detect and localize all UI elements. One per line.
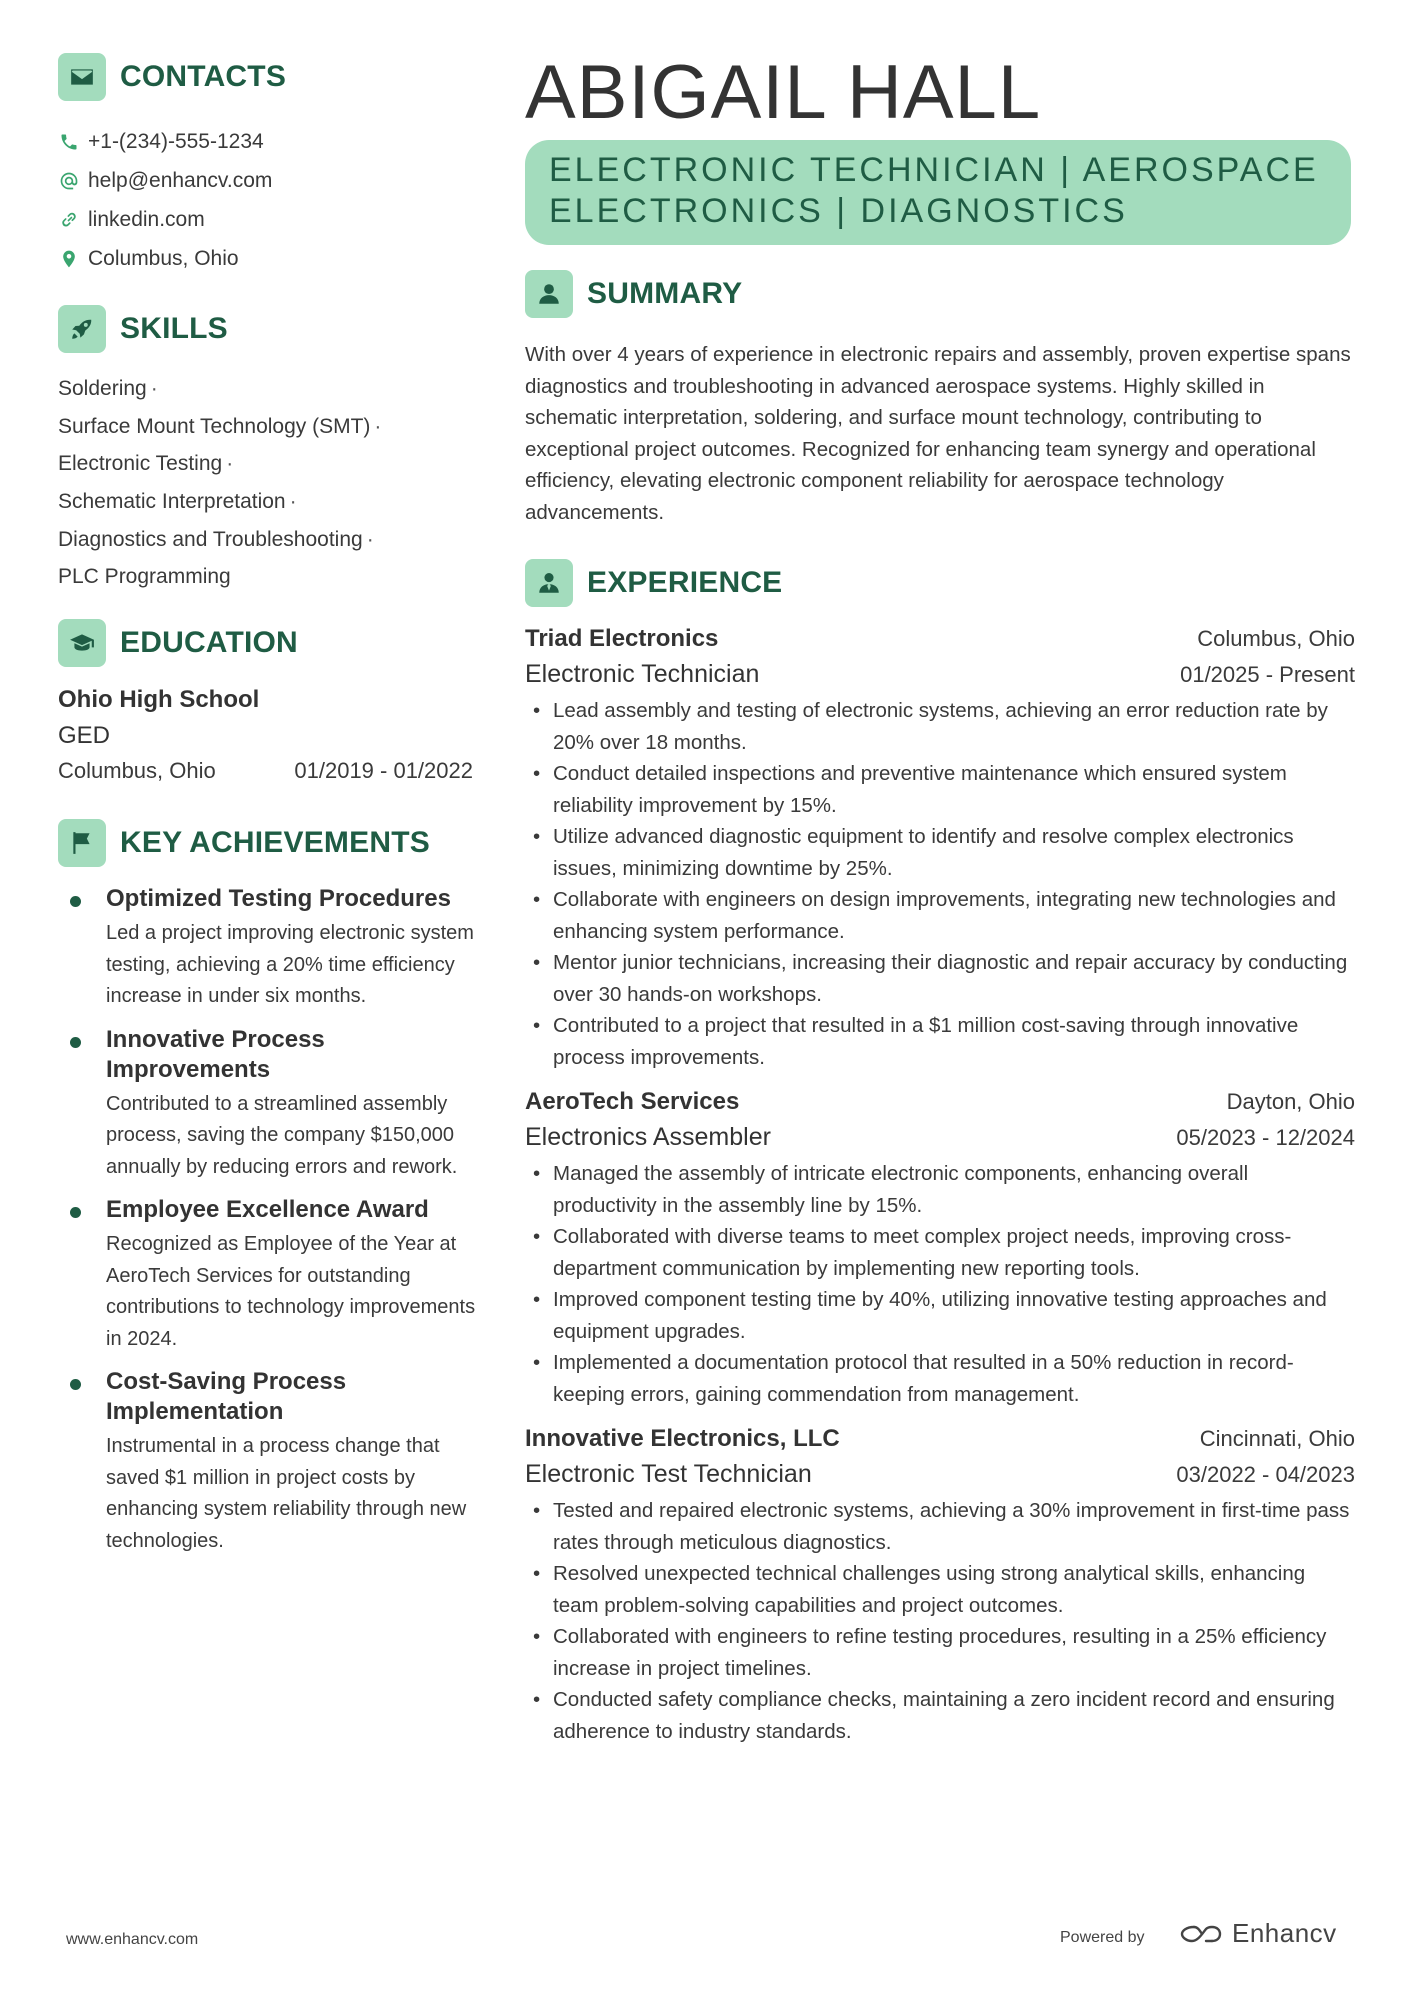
achievement-item <box>58 884 478 1013</box>
achievement-desc: Instrumental in a process change that saved $1 million in project costs by enhancing system reliability through new technologies. <box>106 1435 467 1552</box>
education-degree: GED <box>58 722 111 750</box>
job-location: Columbus, Ohio <box>1197 626 1355 651</box>
education-section-header <box>58 618 478 668</box>
education-entry <box>58 682 478 788</box>
job-subheader <box>525 1119 1355 1156</box>
job-role: Electronic Technician <box>525 660 760 688</box>
achievement-item <box>58 1367 478 1557</box>
job-bullet: • Collaborate with engineers on design improvements, integrating new technologies and enhancing system performance. <box>525 884 1355 947</box>
location-pin-icon <box>58 248 80 270</box>
education-location: Columbus, Ohio <box>58 758 216 784</box>
contacts-section-header <box>58 52 478 102</box>
achievement-title: Employee Excellence Award <box>106 1196 429 1224</box>
job-bullet: • Collaborated with engineers to refine testing procedures, resulting in a 25% efficiency increase in project timelines. <box>525 1621 1355 1684</box>
job-bullet: • Improved component testing time by 40%, utilizing innovative testing approaches and equipment upgrades. <box>525 1284 1355 1347</box>
job-subheader <box>525 656 1355 693</box>
phone-icon <box>58 131 80 153</box>
job-dates: 01/2025 - Present <box>1180 662 1355 687</box>
user-icon <box>525 270 573 318</box>
envelope-icon <box>58 53 106 101</box>
job-bullet: • Resolved unexpected technical challenges using strong analytical skills, enhancing team problem-solving capabilities and project outcomes. <box>525 1558 1355 1621</box>
achievements-section-header <box>58 818 478 868</box>
skill-item: PLC Programming <box>58 565 231 589</box>
achievement-item <box>58 1195 478 1355</box>
skills-title: SKILLS <box>120 312 228 345</box>
bullet-dot <box>70 896 81 907</box>
experience-title: EXPERIENCE <box>587 566 783 599</box>
contact-linkedin-text: linkedin.com <box>88 207 205 231</box>
job-location: Dayton, Ohio <box>1226 1089 1355 1114</box>
job-dates: 03/2022 - 04/2023 <box>1176 1462 1355 1487</box>
summary-section-header <box>525 269 1355 319</box>
enhancv-logo[interactable] <box>1178 1918 1337 1949</box>
achievement-desc: Led a project improving electronic system testing, achieving a 20% time efficiency increase in under six months. <box>106 922 474 1008</box>
achievement-item <box>58 1025 478 1184</box>
contacts-title: CONTACTS <box>120 60 287 93</box>
job-bullet: • Lead assembly and testing of electronic systems, achieving an error reduction rate by 20% over 18 months. <box>525 695 1355 758</box>
link-icon <box>58 209 80 231</box>
education-meta <box>58 754 473 788</box>
candidate-name: ABIGAIL HALL <box>525 50 1042 135</box>
job-entry <box>525 1085 1355 1410</box>
job-header <box>525 1085 1355 1119</box>
contact-email[interactable] <box>58 161 478 200</box>
job-company: Triad Electronics <box>525 625 719 652</box>
job-bullet: • Implemented a documentation protocol that resulted in a 50% reduction in record-keeping errors, gaining commendation from management. <box>525 1347 1355 1410</box>
footer-website-link[interactable]: www.enhancv.com <box>66 1931 199 1948</box>
job-location: Cincinnati, Ohio <box>1199 1426 1355 1451</box>
job-bullet: • Conduct detailed inspections and preventive maintenance which ensured system reliability improvement by 15%. <box>525 758 1355 821</box>
job-bullet: • Collaborated with diverse teams to meet complex project needs, improving cross-department communication by implementing new reporting tools. <box>525 1221 1355 1284</box>
contact-location <box>58 239 478 278</box>
job-role: Electronics Assembler <box>525 1123 771 1151</box>
job-header <box>525 622 1355 656</box>
enhancv-logo-text: Enhancv <box>1232 1918 1337 1948</box>
job-role: Electronic Test Technician <box>525 1460 812 1488</box>
contact-email-text: help@enhancv.com <box>88 168 273 192</box>
job-entry <box>525 1422 1355 1747</box>
job-company: Innovative Electronics, LLC <box>525 1425 840 1452</box>
bullet-dot <box>70 1379 81 1390</box>
bullet-dot <box>70 1037 81 1048</box>
contact-location-text: Columbus, Ohio <box>88 246 239 270</box>
job-company: AeroTech Services <box>525 1088 740 1115</box>
achievements-title: KEY ACHIEVEMENTS <box>120 826 430 860</box>
education-dates: 01/2019 - 01/2022 <box>294 758 473 784</box>
skills-list <box>58 370 478 596</box>
job-bullets <box>525 1495 1355 1747</box>
headline-banner <box>525 140 1351 245</box>
job-bullets <box>525 1158 1355 1410</box>
job-bullet: • Mentor junior technicians, increasing their diagnostic and repair accuracy by conducting over 30 hands-on workshops. <box>525 947 1355 1010</box>
achievement-title: Innovative Process Improvements <box>106 1025 325 1083</box>
achievement-title: Optimized Testing Procedures <box>106 885 451 913</box>
skill-item: Soldering · <box>58 377 158 400</box>
skill-item: Surface Mount Technology (SMT) · <box>58 414 382 438</box>
job-bullet: • Tested and repaired electronic systems, achieving a 30% improvement in first-time pass rates through meticulous diagnostics. <box>525 1495 1355 1558</box>
job-dates: 05/2023 - 12/2024 <box>1176 1125 1355 1150</box>
job-bullet: • Utilize advanced diagnostic equipment to identify and resolve complex electronics issues, minimizing downtime by 25%. <box>525 821 1355 884</box>
achievements-list <box>58 884 478 1557</box>
job-entry <box>525 622 1355 1073</box>
bullet-dot <box>70 1207 81 1218</box>
flag-icon <box>58 819 106 867</box>
graduation-cap-icon <box>58 619 106 667</box>
summary-text: With over 4 years of experience in electronic repairs and assembly, proven expertise spans diagnostics and troubleshooting in advanced aerospace systems. Highly skilled in schematic interpretation, soldering, and surface mount technology, contributing to exceptional project outcomes. Recognized for enhancing team synergy and operational efficiency, elevating electronic component reliability for aerospace technology advancements. <box>525 343 1351 524</box>
education-title: EDUCATION <box>120 626 298 660</box>
contact-linkedin[interactable] <box>58 200 478 239</box>
left-column <box>58 52 478 1569</box>
footer-powered-by: Powered by <box>1060 1929 1145 1946</box>
contact-phone-text: +1-(234)-555-1234 <box>88 129 264 153</box>
contact-phone[interactable] <box>58 122 478 161</box>
achievement-desc: Contributed to a streamlined assembly process, saving the company $150,000 annually by reducing errors and rework. <box>106 1092 458 1178</box>
contacts-list <box>58 122 478 278</box>
achievement-title: Cost-Saving Process Implementation <box>106 1368 347 1426</box>
rocket-icon <box>58 305 106 353</box>
at-icon <box>58 170 80 192</box>
briefcase-user-icon <box>525 559 573 607</box>
achievement-desc: Recognized as Employee of the Year at AeroTech Services for outstanding contributions to technology improvements in 2024. <box>106 1233 476 1350</box>
job-bullet: • Contributed to a project that resulted in a $1 million cost-saving through innovative process improvements. <box>525 1010 1355 1073</box>
summary-title: SUMMARY <box>587 277 743 310</box>
experience-section-header <box>525 558 1355 608</box>
job-bullets <box>525 695 1355 1073</box>
job-bullet: • Managed the assembly of intricate electronic components, enhancing overall productivity in the assembly line by 15%. <box>525 1158 1355 1221</box>
job-subheader <box>525 1456 1355 1493</box>
job-bullet: • Conducted safety compliance checks, maintaining a zero incident record and ensuring adherence to industry standards. <box>525 1684 1355 1747</box>
education-school: Ohio High School <box>58 686 260 714</box>
enhancv-logo-icon <box>1178 1921 1224 1947</box>
skill-item: Electronic Testing · <box>58 452 234 476</box>
skill-item: Schematic Interpretation · <box>58 490 297 514</box>
right-column <box>525 48 1355 1747</box>
job-header <box>525 1422 1355 1456</box>
skill-item: Diagnostics and Troubleshooting · <box>58 527 374 551</box>
skills-section-header <box>58 304 478 354</box>
headline-text: ELECTRONIC TECHNICIAN | AEROSPACE ELECTRONICS | DIAGNOSTICS <box>549 151 1319 230</box>
